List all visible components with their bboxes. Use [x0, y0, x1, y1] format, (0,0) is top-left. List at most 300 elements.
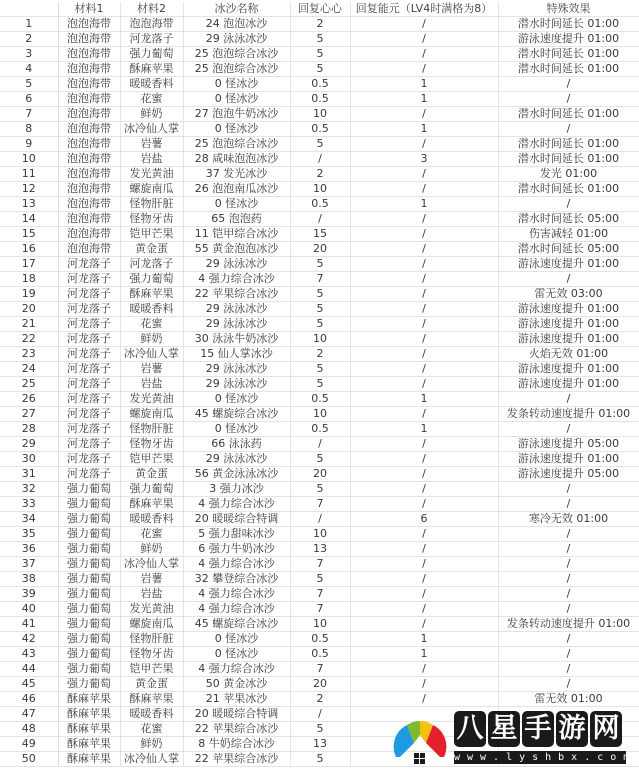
cell-heart-recovery: 13 — [290, 542, 350, 557]
cell-material-2: 花蜜 — [120, 92, 183, 107]
table-row — [0, 302, 639, 317]
cell-row-index: 24 — [0, 362, 58, 377]
cell-row-index: 12 — [0, 182, 58, 197]
cell-smoothie-name: 56 黄金泳泳冰沙 — [183, 467, 290, 482]
cell-special-effect: 发条转动速度提升 01:00 — [498, 407, 639, 422]
column-header-row-index — [0, 2, 58, 17]
cell-material-1: 河龙落子 — [58, 272, 120, 287]
cell-special-effect: 火焰无效 01:00 — [498, 347, 639, 362]
table-row — [0, 152, 639, 167]
cell-row-index: 23 — [0, 347, 58, 362]
cell-special-effect: / — [498, 632, 639, 647]
cell-material-1: 河龙落子 — [58, 287, 120, 302]
table-row — [0, 32, 639, 47]
cell-heart-recovery: 20 — [290, 677, 350, 692]
cell-row-index: 11 — [0, 167, 58, 182]
cell-special-effect: / — [498, 392, 639, 407]
cell-special-effect: / — [498, 197, 639, 212]
cell-material-1: 河龙落子 — [58, 317, 120, 332]
cell-heart-recovery: 5 — [290, 722, 350, 737]
cell-heart-recovery: 2 — [290, 692, 350, 707]
cell-special-effect: 潜水时间延长 01:00 — [498, 137, 639, 152]
table-row — [0, 587, 639, 602]
cell-special-effect: 游泳速度提升 01:00 — [498, 362, 639, 377]
cell-energy-recovery: / — [350, 242, 498, 257]
cell-energy-recovery: / — [350, 602, 498, 617]
column-header-energy-recovery: 回复能元（LV4时满格为8） — [350, 2, 498, 17]
cell-row-index: 33 — [0, 497, 58, 512]
cell-row-index: 30 — [0, 452, 58, 467]
cell-special-effect: / — [498, 587, 639, 602]
cell-material-1: 强力葡萄 — [58, 677, 120, 692]
cell-material-1: 强力葡萄 — [58, 497, 120, 512]
cell-heart-recovery: 7 — [290, 587, 350, 602]
table-row — [0, 212, 639, 227]
cell-special-effect: 游泳速度提升 01:00 — [498, 317, 639, 332]
cell-material-1: 泡泡海带 — [58, 167, 120, 182]
table-row — [0, 92, 639, 107]
watermark-title — [454, 711, 622, 747]
site-watermark — [392, 709, 637, 767]
cell-material-1: 酥麻苹果 — [58, 692, 120, 707]
cell-energy-recovery: 1 — [350, 392, 498, 407]
table-row — [0, 287, 639, 302]
cell-smoothie-name: 29 泳泳冰沙 — [183, 377, 290, 392]
cell-material-1: 强力葡萄 — [58, 557, 120, 572]
cell-special-effect: 游泳速度提升 01:00 — [498, 452, 639, 467]
cell-material-2: 怪物牙齿 — [120, 437, 183, 452]
cell-material-1: 强力葡萄 — [58, 632, 120, 647]
cell-material-2: 铠甲芒果 — [120, 227, 183, 242]
cell-heart-recovery: 0.5 — [290, 122, 350, 137]
cell-special-effect: / — [498, 482, 639, 497]
cell-smoothie-name: 66 泳泳药 — [183, 437, 290, 452]
cell-smoothie-name: 21 苹果冰沙 — [183, 692, 290, 707]
cell-energy-recovery: 6 — [350, 512, 498, 527]
cell-material-1: 河龙落子 — [58, 257, 120, 272]
cell-heart-recovery: / — [290, 152, 350, 167]
cell-heart-recovery: 0.5 — [290, 632, 350, 647]
cell-material-1: 泡泡海带 — [58, 137, 120, 152]
cell-energy-recovery: / — [350, 677, 498, 692]
cell-row-index: 48 — [0, 722, 58, 737]
watermark-char: 游 — [556, 711, 588, 747]
cell-heart-recovery: 20 — [290, 467, 350, 482]
cell-heart-recovery: 20 — [290, 242, 350, 257]
table-row — [0, 542, 639, 557]
cell-energy-recovery: 3 — [350, 152, 498, 167]
cell-material-2: 强力葡萄 — [120, 272, 183, 287]
cell-energy-recovery: / — [350, 17, 498, 32]
cell-row-index: 45 — [0, 677, 58, 692]
cell-row-index: 28 — [0, 422, 58, 437]
cell-row-index: 40 — [0, 602, 58, 617]
cell-material-2: 发光黄油 — [120, 602, 183, 617]
cell-energy-recovery: 1 — [350, 197, 498, 212]
cell-material-1: 强力葡萄 — [58, 662, 120, 677]
cell-heart-recovery: 10 — [290, 107, 350, 122]
cell-material-1: 酥麻苹果 — [58, 722, 120, 737]
cell-smoothie-name: 29 泳泳冰沙 — [183, 32, 290, 47]
cell-material-2: 螺旋南瓜 — [120, 407, 183, 422]
cell-energy-recovery: / — [350, 272, 498, 287]
cell-material-2: 酥麻苹果 — [120, 62, 183, 77]
watermark-char: 网 — [590, 711, 622, 747]
cell-smoothie-name: 4 强力综合冰沙 — [183, 587, 290, 602]
cell-smoothie-name: 4 强力综合冰沙 — [183, 497, 290, 512]
cell-smoothie-name: 11 铠甲综合冰沙 — [183, 227, 290, 242]
cell-energy-recovery: / — [350, 347, 498, 362]
cell-energy-recovery: / — [350, 617, 498, 632]
cell-smoothie-name: 37 发光冰沙 — [183, 167, 290, 182]
cell-special-effect: 伤害减轻 01:00 — [498, 227, 639, 242]
table-row — [0, 437, 639, 452]
table-row — [0, 452, 639, 467]
cell-heart-recovery: 5 — [290, 752, 350, 767]
cell-material-1: 河龙落子 — [58, 407, 120, 422]
table-row — [0, 662, 639, 677]
cell-heart-recovery: 15 — [290, 227, 350, 242]
cell-special-effect: 潜水时间延长 01:00 — [498, 17, 639, 32]
cell-smoothie-name: 65 泡泡药 — [183, 212, 290, 227]
cell-special-effect: / — [498, 122, 639, 137]
cell-material-1: 泡泡海带 — [58, 227, 120, 242]
cell-material-1: 强力葡萄 — [58, 617, 120, 632]
cell-heart-recovery: 10 — [290, 527, 350, 542]
cell-material-1: 酥麻苹果 — [58, 752, 120, 767]
cell-smoothie-name: 20 暖暖综合特调 — [183, 512, 290, 527]
column-header-material-2: 材料2 — [120, 2, 183, 17]
cell-material-1: 河龙落子 — [58, 362, 120, 377]
cell-row-index: 37 — [0, 557, 58, 572]
cell-smoothie-name: 0 怪冰沙 — [183, 77, 290, 92]
table-row — [0, 497, 639, 512]
cell-row-index: 46 — [0, 692, 58, 707]
cell-heart-recovery: 5 — [290, 482, 350, 497]
cell-heart-recovery: / — [290, 512, 350, 527]
cell-material-2: 鲜奶 — [120, 107, 183, 122]
cell-material-2: 怪物肝脏 — [120, 422, 183, 437]
cell-energy-recovery: / — [350, 107, 498, 122]
cell-material-2: 铠甲芒果 — [120, 662, 183, 677]
cell-material-1: 河龙落子 — [58, 332, 120, 347]
cell-special-effect: / — [498, 602, 639, 617]
cell-special-effect: 潜水时间延长 05:00 — [498, 242, 639, 257]
cell-energy-recovery: / — [350, 62, 498, 77]
table-row — [0, 197, 639, 212]
cell-material-2: 花蜜 — [120, 527, 183, 542]
cell-special-effect: / — [498, 92, 639, 107]
table-row — [0, 692, 639, 707]
cell-smoothie-name: 0 怪冰沙 — [183, 632, 290, 647]
cell-heart-recovery: 5 — [290, 287, 350, 302]
cell-special-effect: 游泳速度提升 05:00 — [498, 467, 639, 482]
cell-heart-recovery: 0.5 — [290, 77, 350, 92]
cell-material-2: 强力葡萄 — [120, 482, 183, 497]
cell-row-index: 32 — [0, 482, 58, 497]
cell-material-2: 岩盐 — [120, 152, 183, 167]
cell-special-effect: / — [498, 572, 639, 587]
cell-heart-recovery: 0.5 — [290, 392, 350, 407]
cell-heart-recovery: 2 — [290, 347, 350, 362]
cell-special-effect: / — [498, 77, 639, 92]
cell-material-2: 冰冷仙人掌 — [120, 347, 183, 362]
table-row — [0, 482, 639, 497]
cell-heart-recovery: / — [290, 707, 350, 722]
cell-row-index: 36 — [0, 542, 58, 557]
cell-material-1: 河龙落子 — [58, 302, 120, 317]
cell-row-index: 34 — [0, 512, 58, 527]
cell-row-index: 9 — [0, 137, 58, 152]
cell-row-index: 50 — [0, 752, 58, 767]
cell-row-index: 7 — [0, 107, 58, 122]
cell-smoothie-name: 45 螺旋综合冰沙 — [183, 617, 290, 632]
table-row — [0, 272, 639, 287]
cell-heart-recovery: 13 — [290, 737, 350, 752]
cell-heart-recovery: 10 — [290, 182, 350, 197]
cell-material-2: 黄金蛋 — [120, 677, 183, 692]
cell-smoothie-name: 0 怪冰沙 — [183, 92, 290, 107]
cell-material-1: 强力葡萄 — [58, 587, 120, 602]
cell-material-2: 花蜜 — [120, 722, 183, 737]
table-row — [0, 257, 639, 272]
cell-special-effect: 游泳速度提升 01:00 — [498, 32, 639, 47]
cell-special-effect: / — [498, 542, 639, 557]
cell-special-effect: 发光 01:00 — [498, 167, 639, 182]
cell-row-index: 38 — [0, 572, 58, 587]
cell-smoothie-name: 25 泡泡综合冰沙 — [183, 47, 290, 62]
cell-material-2: 暖暖香料 — [120, 707, 183, 722]
table-row — [0, 617, 639, 632]
cell-material-1: 强力葡萄 — [58, 527, 120, 542]
cell-energy-recovery: / — [350, 407, 498, 422]
cell-heart-recovery: 5 — [290, 302, 350, 317]
cell-smoothie-name: 27 泡泡牛奶冰沙 — [183, 107, 290, 122]
cell-material-1: 河龙落子 — [58, 377, 120, 392]
table-row — [0, 137, 639, 152]
cell-special-effect: / — [498, 677, 639, 692]
cell-heart-recovery: / — [290, 437, 350, 452]
cell-material-1: 强力葡萄 — [58, 602, 120, 617]
table-row — [0, 227, 639, 242]
cell-row-index: 42 — [0, 632, 58, 647]
cell-smoothie-name: 28 咸味泡泡冰沙 — [183, 152, 290, 167]
house-logo-icon — [392, 713, 448, 765]
cell-smoothie-name: 45 螺旋综合冰沙 — [183, 407, 290, 422]
cell-energy-recovery: / — [350, 377, 498, 392]
cell-heart-recovery: 5 — [290, 452, 350, 467]
cell-material-2: 螺旋南瓜 — [120, 182, 183, 197]
cell-energy-recovery: / — [350, 227, 498, 242]
cell-material-1: 河龙落子 — [58, 392, 120, 407]
cell-material-1: 强力葡萄 — [58, 512, 120, 527]
cell-smoothie-name: 0 怪冰沙 — [183, 422, 290, 437]
table-row — [0, 47, 639, 62]
cell-special-effect: 游泳速度提升 01:00 — [498, 257, 639, 272]
table-row — [0, 167, 639, 182]
cell-special-effect: 潜水时间延长 01:00 — [498, 107, 639, 122]
cell-row-index: 5 — [0, 77, 58, 92]
cell-material-1: 泡泡海带 — [58, 92, 120, 107]
cell-special-effect: 潜水时间延长 01:00 — [498, 152, 639, 167]
cell-material-2: 河龙落子 — [120, 32, 183, 47]
table-body — [0, 17, 639, 767]
cell-energy-recovery: / — [350, 527, 498, 542]
cell-row-index: 13 — [0, 197, 58, 212]
cell-material-2: 发光黄油 — [120, 167, 183, 182]
table-row — [0, 632, 639, 647]
cell-energy-recovery: 1 — [350, 422, 498, 437]
cell-heart-recovery: 7 — [290, 272, 350, 287]
cell-energy-recovery: / — [350, 167, 498, 182]
cell-smoothie-name: 29 泳泳冰沙 — [183, 362, 290, 377]
header-row — [0, 2, 639, 17]
watermark-char: 八 — [454, 711, 486, 747]
cell-smoothie-name: 0 怪冰沙 — [183, 392, 290, 407]
cell-row-index: 8 — [0, 122, 58, 137]
cell-row-index: 49 — [0, 737, 58, 752]
table-row — [0, 422, 639, 437]
table-row — [0, 17, 639, 32]
cell-special-effect: / — [498, 647, 639, 662]
cell-heart-recovery: 10 — [290, 407, 350, 422]
cell-heart-recovery: 0.5 — [290, 422, 350, 437]
cell-energy-recovery: / — [350, 542, 498, 557]
cell-special-effect: 雷无效 01:00 — [498, 692, 639, 707]
cell-smoothie-name: 20 暖暖综合特调 — [183, 707, 290, 722]
cell-material-2: 岩薯 — [120, 137, 183, 152]
cell-energy-recovery: / — [350, 557, 498, 572]
cell-special-effect: 雷无效 03:00 — [498, 287, 639, 302]
cell-heart-recovery: / — [290, 212, 350, 227]
cell-smoothie-name: 0 怪冰沙 — [183, 122, 290, 137]
cell-row-index: 27 — [0, 407, 58, 422]
cell-row-index: 41 — [0, 617, 58, 632]
cell-material-2: 鲜奶 — [120, 542, 183, 557]
cell-material-2: 黄金蛋 — [120, 242, 183, 257]
cell-material-2: 酥麻苹果 — [120, 692, 183, 707]
cell-row-index: 21 — [0, 317, 58, 332]
cell-row-index: 14 — [0, 212, 58, 227]
cell-smoothie-name: 26 泡泡南瓜冰沙 — [183, 182, 290, 197]
cell-material-1: 泡泡海带 — [58, 182, 120, 197]
table-row — [0, 242, 639, 257]
cell-smoothie-name: 3 强力冰沙 — [183, 482, 290, 497]
cell-heart-recovery: 5 — [290, 47, 350, 62]
cell-row-index: 35 — [0, 527, 58, 542]
cell-energy-recovery: / — [350, 497, 498, 512]
cell-material-2: 岩盐 — [120, 377, 183, 392]
table-row — [0, 62, 639, 77]
cell-row-index: 18 — [0, 272, 58, 287]
cell-material-1: 强力葡萄 — [58, 572, 120, 587]
cell-row-index: 39 — [0, 587, 58, 602]
cell-special-effect: / — [498, 497, 639, 512]
cell-heart-recovery: 7 — [290, 662, 350, 677]
cell-heart-recovery: 10 — [290, 332, 350, 347]
cell-smoothie-name: 25 泡泡综合冰沙 — [183, 62, 290, 77]
cell-energy-recovery: / — [350, 47, 498, 62]
table-row — [0, 107, 639, 122]
table-row — [0, 647, 639, 662]
table-row — [0, 602, 639, 617]
cell-energy-recovery: / — [350, 362, 498, 377]
cell-material-1: 河龙落子 — [58, 422, 120, 437]
cell-material-1: 泡泡海带 — [58, 32, 120, 47]
table-row — [0, 467, 639, 482]
cell-smoothie-name: 30 泳泳牛奶冰沙 — [183, 332, 290, 347]
cell-material-2: 鲜奶 — [120, 737, 183, 752]
cell-material-2: 怪物肝脏 — [120, 197, 183, 212]
cell-heart-recovery: 5 — [290, 362, 350, 377]
table-row — [0, 122, 639, 137]
cell-energy-recovery: / — [350, 437, 498, 452]
cell-row-index: 47 — [0, 707, 58, 722]
cell-energy-recovery: / — [350, 212, 498, 227]
cell-special-effect: / — [498, 527, 639, 542]
cell-row-index: 1 — [0, 17, 58, 32]
cell-smoothie-name: 25 泡泡综合冰沙 — [183, 137, 290, 152]
cell-material-2: 冰冷仙人掌 — [120, 752, 183, 767]
cell-special-effect: / — [498, 272, 639, 287]
cell-energy-recovery: / — [350, 662, 498, 677]
cell-material-2: 铠甲芒果 — [120, 452, 183, 467]
cell-material-2: 暖暖香料 — [120, 302, 183, 317]
cell-material-1: 河龙落子 — [58, 452, 120, 467]
cell-row-index: 43 — [0, 647, 58, 662]
cell-heart-recovery: 5 — [290, 137, 350, 152]
cell-material-2: 暖暖香料 — [120, 77, 183, 92]
cell-smoothie-name: 32 攀登综合冰沙 — [183, 572, 290, 587]
cell-energy-recovery: / — [350, 332, 498, 347]
cell-special-effect: 潜水时间延长 01:00 — [498, 47, 639, 62]
cell-material-2: 泡泡海带 — [120, 17, 183, 32]
cell-energy-recovery: / — [350, 317, 498, 332]
watermark-url: www.lyshbx.com — [454, 752, 637, 763]
table-row — [0, 317, 639, 332]
cell-smoothie-name: 4 强力综合冰沙 — [183, 557, 290, 572]
cell-smoothie-name: 29 泳泳冰沙 — [183, 257, 290, 272]
table-row — [0, 407, 639, 422]
table-row — [0, 512, 639, 527]
cell-smoothie-name: 15 仙人掌冰沙 — [183, 347, 290, 362]
cell-energy-recovery: / — [350, 182, 498, 197]
cell-special-effect: 发条转动速度提升 01:00 — [498, 617, 639, 632]
table-row — [0, 572, 639, 587]
cell-material-1: 泡泡海带 — [58, 77, 120, 92]
cell-material-1: 河龙落子 — [58, 347, 120, 362]
cell-smoothie-name: 29 泳泳冰沙 — [183, 317, 290, 332]
column-header-material-1: 材料1 — [58, 2, 120, 17]
table-row — [0, 677, 639, 692]
cell-row-index: 17 — [0, 257, 58, 272]
cell-material-2: 发光黄油 — [120, 392, 183, 407]
cell-heart-recovery: 7 — [290, 602, 350, 617]
cell-row-index: 2 — [0, 32, 58, 47]
cell-smoothie-name: 22 苹果综合冰沙 — [183, 722, 290, 737]
cell-row-index: 16 — [0, 242, 58, 257]
cell-material-1: 泡泡海带 — [58, 197, 120, 212]
cell-energy-recovery: / — [350, 452, 498, 467]
cell-special-effect: / — [498, 557, 639, 572]
cell-material-2: 河龙落子 — [120, 257, 183, 272]
cell-special-effect: 游泳速度提升 01:00 — [498, 332, 639, 347]
cell-smoothie-name: 50 黄金冰沙 — [183, 677, 290, 692]
cell-energy-recovery: 1 — [350, 632, 498, 647]
cell-material-1: 河龙落子 — [58, 437, 120, 452]
cell-material-2: 鲜奶 — [120, 332, 183, 347]
cell-special-effect: 游泳速度提升 05:00 — [498, 437, 639, 452]
